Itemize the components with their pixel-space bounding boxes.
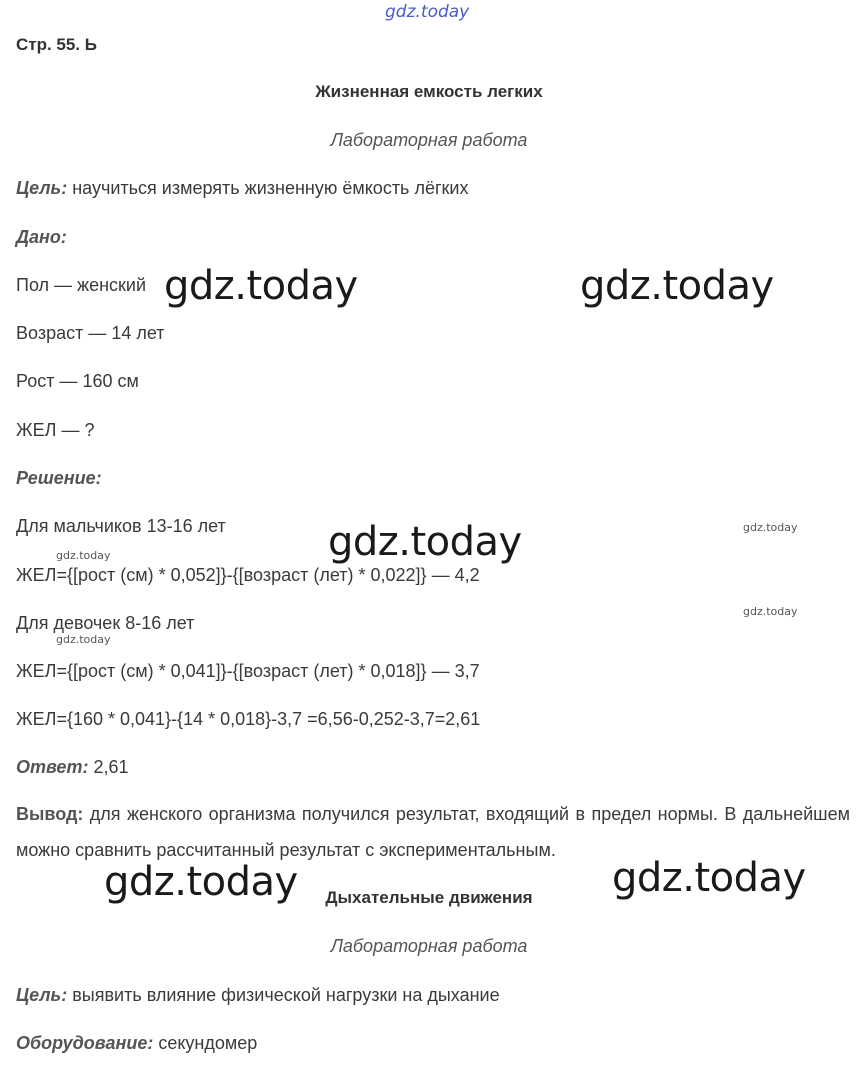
given-item-age: Возраст — 14 лет (16, 323, 165, 343)
given-item-height: Рост — 160 см (16, 371, 139, 391)
section-title-breathing: Дыхательные движения (325, 888, 533, 907)
goal-text: научиться измерять жизненную ёмкость лёгких (67, 178, 469, 198)
goal-line (16, 177, 468, 199)
watermark-top: gdz.today (385, 2, 470, 22)
conclusion-label: Вывод: (16, 804, 84, 824)
watermark-small: gdz.today (743, 521, 798, 534)
goal-label: Цель: (16, 178, 68, 198)
section-subtitle-lab: Лабораторная работа (330, 130, 528, 150)
watermark-small: gdz.today (56, 633, 111, 646)
section2-subtitle-lab: Лабораторная работа (330, 936, 528, 956)
answer-label: Ответ: (16, 757, 89, 777)
watermark-small: gdz.today (56, 549, 111, 562)
section-title-vital-capacity: Жизненная емкость легких (315, 82, 543, 101)
goal2-line (16, 984, 500, 1006)
equipment-label: Оборудование: (16, 1033, 154, 1053)
watermark-big: gdz.today (104, 859, 298, 905)
conclusion-text: для женского организма получился результат, входящий в предел нормы. В дальнейшем можно сравнить рассчитанный результат с экспериментальным. (16, 804, 850, 860)
equipment-line (16, 1032, 257, 1054)
goal2-label: Цель: (16, 985, 68, 1005)
answer-value: 2,61 (88, 757, 129, 777)
watermark-big: gdz.today (328, 519, 522, 565)
given-label: Дано: (16, 227, 67, 247)
boys-formula: ЖЕЛ={[рост (см) * 0,052]}-{[возраст (лет) * 0,022]} — 4,2 (16, 565, 480, 585)
answer-line (16, 756, 129, 778)
given-item-sex: Пол — женский (16, 275, 147, 295)
watermark-big: gdz.today (164, 263, 358, 309)
equipment-text: секундомер (153, 1033, 258, 1053)
calculation: ЖЕЛ={160 * 0,041}-{14 * 0,018}-3,7 =6,56-0,252-3,7=2,61 (16, 709, 481, 729)
watermark-big: gdz.today (580, 263, 774, 309)
watermark-big: gdz.today (612, 855, 806, 901)
goal2-text: выявить влияние физической нагрузки на дыхание (67, 985, 500, 1005)
girls-formula: ЖЕЛ={[рост (см) * 0,041]}-{[возраст (лет) * 0,018]} — 3,7 (16, 661, 480, 681)
page-reference: Стр. 55. Ь (16, 35, 98, 54)
solution-label: Решение: (16, 468, 102, 488)
given-item-vc: ЖЕЛ — ? (16, 420, 95, 440)
girls-label: Для девочек 8-16 лет (16, 613, 195, 633)
boys-label: Для мальчиков 13-16 лет (16, 516, 226, 536)
watermark-small: gdz.today (743, 605, 798, 618)
